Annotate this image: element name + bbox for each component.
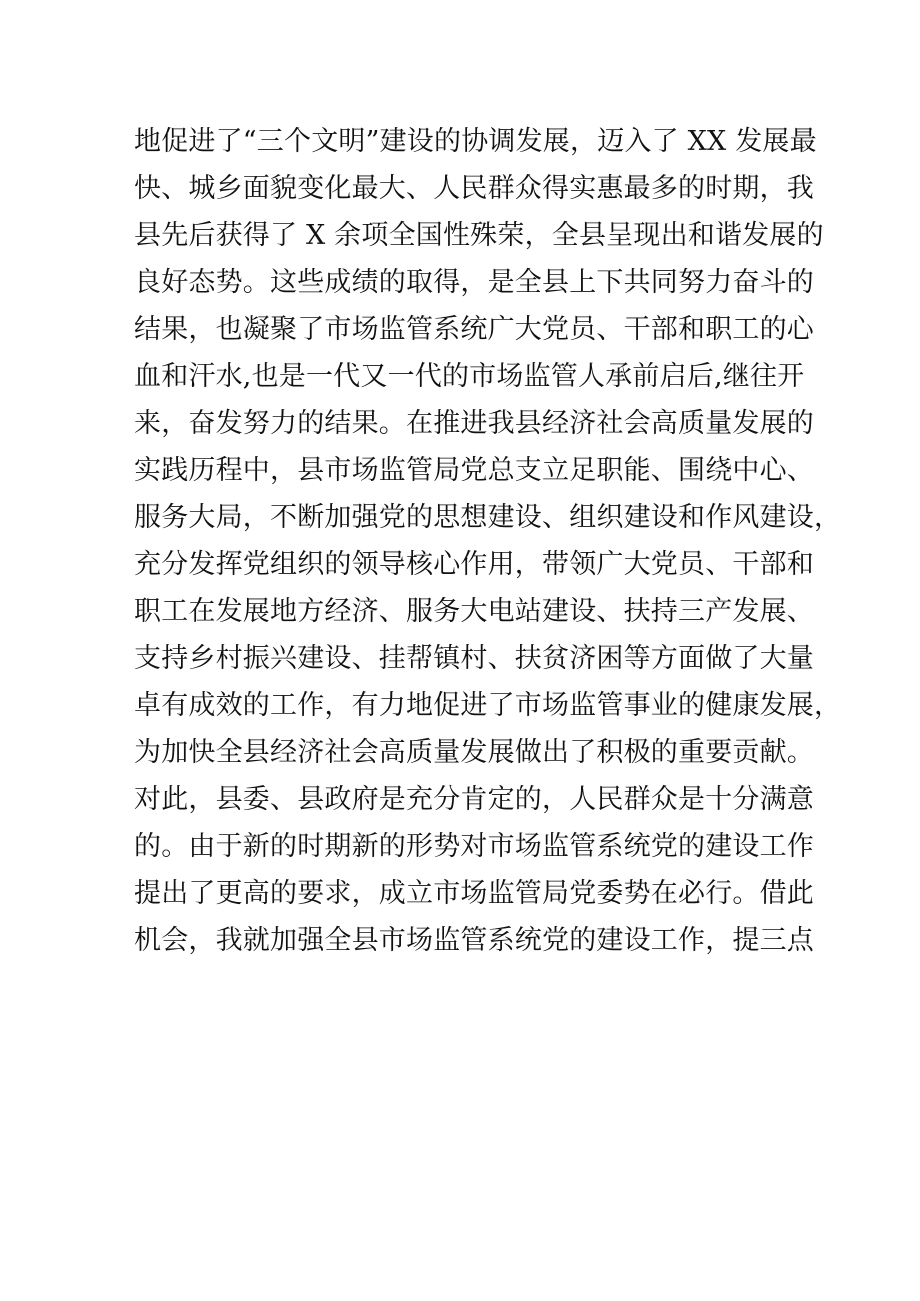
text-line: 血和汗水,也是一代又一代的市场监管人承前启后,继往开 [134,361,805,392]
text-line: 充分发挥党组织的领导核心作用，带领广大党员、干部和 [134,549,814,580]
text-line: 提出了更高的要求，成立市场监管局党委势在必行。借此 [134,878,814,909]
text-line: 机会，我就加强全县市场监管系统党的建设工作，提三点 [134,925,814,956]
text-line: 对此，县委、县政府是充分肯定的，人民群众是十分满意 [134,784,814,815]
text-line: 地促进了“三个文明”建设的协调发展，迈入了 XX 发展最 [134,126,817,157]
text-line: 的。由于新的时期新的形势对市场监管系统党的建设工作 [134,831,814,862]
text-line: 县先后获得了 X 余项全国性殊荣，全县呈现出和谐发展的 [134,220,824,251]
text-line: 来，奋发努力的结果。在推进我县经济社会高质量发展的 [134,408,814,439]
text-line: 职工在发展地方经济、服务大电站建设、扶持三产发展、 [134,596,814,627]
text-line: 服务大局，不断加强党的思想建设、组织建设和作风建设， [134,502,842,533]
text-line: 卓有成效的工作，有力地促进了市场监管事业的健康发展， [134,690,842,721]
text-line: 为加快全县经济社会高质量发展做出了积极的重要贡献。 [134,737,814,768]
text-line: 结果，也凝聚了市场监管系统广大党员、干部和职工的心 [134,314,814,345]
text-line: 快、城乡面貌变化最大、人民群众得实惠最多的时期，我 [134,173,814,204]
text-line: 良好态势。这些成绩的取得，是全县上下共同努力奋斗的 [134,267,814,298]
text-line: 实践历程中，县市场监管局党总支立足职能、围绕中心、 [134,455,814,486]
text-line: 支持乡村振兴建设、挂帮镇村、扶贫济困等方面做了大量 [134,643,814,674]
body-paragraph [134,118,842,964]
